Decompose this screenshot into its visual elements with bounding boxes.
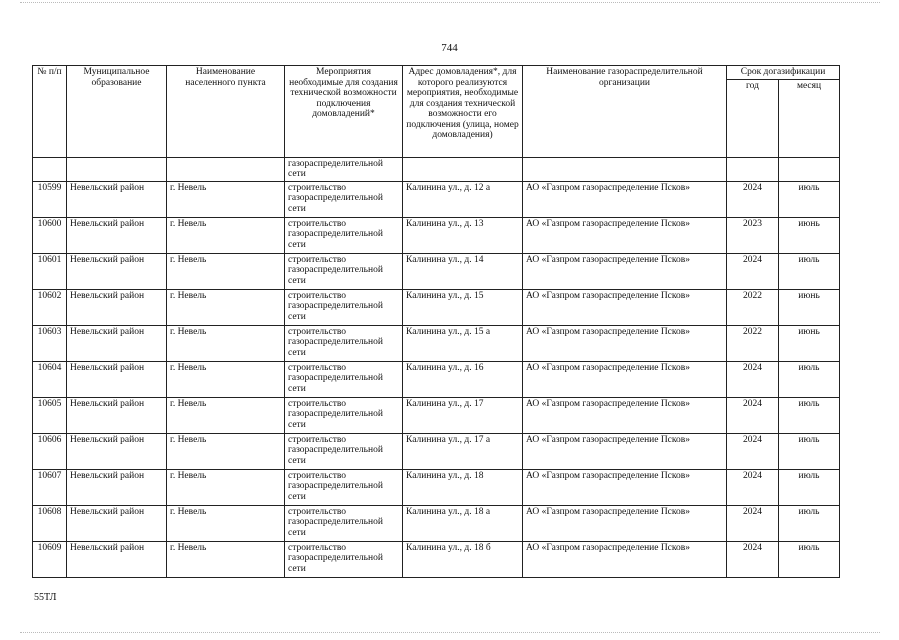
table-row	[33, 253, 840, 289]
table-row	[33, 433, 840, 469]
cell-organization: АО «Газпром газораспределение Псков»	[523, 505, 727, 541]
cell-municipality: Невельский район	[67, 217, 167, 253]
cell-organization: АО «Газпром газораспределение Псков»	[523, 217, 727, 253]
cell-num: 10602	[33, 289, 67, 325]
cell-municipality: Невельский район	[67, 325, 167, 361]
table-body	[33, 157, 840, 577]
cell-municipality: Невельский район	[67, 433, 167, 469]
cell-measure: строительство газораспределительной сети	[285, 397, 403, 433]
cell-organization: АО «Газпром газораспределение Псков»	[523, 541, 727, 577]
table-row	[33, 217, 840, 253]
cell-month: июль	[779, 505, 840, 541]
header-address: Адрес домовладения*, для которого реализуются мероприятия, необходимые для создания технической возможности его подключения (улица, номер домовладения)	[403, 66, 523, 158]
cell-num: 10605	[33, 397, 67, 433]
cell-num: 10603	[33, 325, 67, 361]
cell-organization: АО «Газпром газораспределение Псков»	[523, 397, 727, 433]
table-row	[33, 505, 840, 541]
cell-organization: АО «Газпром газораспределение Псков»	[523, 325, 727, 361]
header-num: № п/п	[33, 66, 67, 158]
cell-month: июль	[779, 433, 840, 469]
cell-month: июнь	[779, 289, 840, 325]
cell-num: 10609	[33, 541, 67, 577]
cell-municipality: Невельский район	[67, 505, 167, 541]
cell-settlement: г. Невель	[167, 217, 285, 253]
header-deadline: Срок догазификации	[727, 66, 840, 80]
gasification-table	[32, 65, 840, 578]
cell-measure: строительство газораспределительной сети	[285, 253, 403, 289]
cell-year: 2024	[727, 253, 779, 289]
cell-month: июль	[779, 397, 840, 433]
cell-address: Калинина ул., д. 12 а	[403, 181, 523, 217]
cell-municipality: Невельский район	[67, 397, 167, 433]
cell-settlement: г. Невель	[167, 181, 285, 217]
cell-address: Калинина ул., д. 18	[403, 469, 523, 505]
cell-measure: строительство газораспределительной сети	[285, 181, 403, 217]
page-number: 744	[441, 42, 458, 54]
cell-year: 2024	[727, 541, 779, 577]
cell-measure: строительство газораспределительной сети	[285, 325, 403, 361]
table-row	[33, 181, 840, 217]
cell-num: 10600	[33, 217, 67, 253]
header-municipality: Муниципальное образование	[67, 66, 167, 158]
cell-organization: АО «Газпром газораспределение Псков»	[523, 289, 727, 325]
cell-address: Калинина ул., д. 16	[403, 361, 523, 397]
cell-address: Калинина ул., д. 15 а	[403, 325, 523, 361]
cell-month: июнь	[779, 217, 840, 253]
cell-address: Калинина ул., д. 17	[403, 397, 523, 433]
continuation-row	[33, 157, 840, 181]
cell-year: 2022	[727, 325, 779, 361]
cell-organization: АО «Газпром газораспределение Псков»	[523, 361, 727, 397]
cell-month: июль	[779, 469, 840, 505]
cell-settlement: г. Невель	[167, 433, 285, 469]
header-month: месяц	[779, 79, 840, 157]
cell-month: июль	[779, 181, 840, 217]
header-settlement: Наименование населенного пункта	[167, 66, 285, 158]
cell-measure: строительство газораспределительной сети	[285, 217, 403, 253]
cell-measure: строительство газораспределительной сети	[285, 361, 403, 397]
table-row	[33, 325, 840, 361]
header-year: год	[727, 79, 779, 157]
cell-settlement: г. Невель	[167, 541, 285, 577]
cell-year: 2024	[727, 181, 779, 217]
cell-year: 2024	[727, 361, 779, 397]
cell-municipality: Невельский район	[67, 541, 167, 577]
cell-municipality: Невельский район	[67, 289, 167, 325]
cell-month: июль	[779, 361, 840, 397]
cell-year: 2024	[727, 397, 779, 433]
scan-artifact-bottom	[20, 632, 880, 634]
cell-num: 10599	[33, 181, 67, 217]
table-row	[33, 541, 840, 577]
cell-address: Калинина ул., д. 18 а	[403, 505, 523, 541]
cell-municipality: Невельский район	[67, 361, 167, 397]
header-organization: Наименование газораспределительной организации	[523, 66, 727, 158]
cell-address: Калинина ул., д. 14	[403, 253, 523, 289]
cell-municipality: Невельский район	[67, 181, 167, 217]
table-row	[33, 289, 840, 325]
cell-settlement: г. Невель	[167, 253, 285, 289]
cell-address: Калинина ул., д. 13	[403, 217, 523, 253]
cell-measure: строительство газораспределительной сети	[285, 469, 403, 505]
cell-year: 2022	[727, 289, 779, 325]
cell-organization: АО «Газпром газораспределение Псков»	[523, 253, 727, 289]
cell-year: 2023	[727, 217, 779, 253]
cell-measure: строительство газораспределительной сети	[285, 433, 403, 469]
cell-settlement: г. Невель	[167, 397, 285, 433]
cell-num: 10607	[33, 469, 67, 505]
cell-settlement: г. Невель	[167, 505, 285, 541]
table-row	[33, 469, 840, 505]
cell-organization: АО «Газпром газораспределение Псков»	[523, 433, 727, 469]
cell-measure: строительство газораспределительной сети	[285, 505, 403, 541]
cell-settlement: г. Невель	[167, 361, 285, 397]
cell-address: Калинина ул., д. 18 б	[403, 541, 523, 577]
cell-settlement: г. Невель	[167, 289, 285, 325]
table-row	[33, 397, 840, 433]
cell-year: 2024	[727, 469, 779, 505]
continuation-measure: газораспределительной сети	[285, 157, 403, 181]
cell-settlement: г. Невель	[167, 325, 285, 361]
cell-measure: строительство газораспределительной сети	[285, 541, 403, 577]
cell-month: июнь	[779, 325, 840, 361]
cell-measure: строительство газораспределительной сети	[285, 289, 403, 325]
cell-settlement: г. Невель	[167, 469, 285, 505]
cell-organization: АО «Газпром газораспределение Псков»	[523, 181, 727, 217]
cell-num: 10608	[33, 505, 67, 541]
scan-artifact-top	[20, 2, 880, 4]
header-measures: Мероприятия необходимые для создания технической возможности подключения домовладений*	[285, 66, 403, 158]
cell-month: июль	[779, 253, 840, 289]
header-row-1	[33, 66, 840, 80]
cell-year: 2024	[727, 505, 779, 541]
cell-month: июль	[779, 541, 840, 577]
cell-num: 10604	[33, 361, 67, 397]
table-row	[33, 361, 840, 397]
cell-num: 10601	[33, 253, 67, 289]
cell-municipality: Невельский район	[67, 469, 167, 505]
cell-municipality: Невельский район	[67, 253, 167, 289]
cell-year: 2024	[727, 433, 779, 469]
footer-code: 55ТЛ	[34, 592, 57, 603]
cell-organization: АО «Газпром газораспределение Псков»	[523, 469, 727, 505]
cell-address: Калинина ул., д. 17 а	[403, 433, 523, 469]
cell-num: 10606	[33, 433, 67, 469]
cell-address: Калинина ул., д. 15	[403, 289, 523, 325]
